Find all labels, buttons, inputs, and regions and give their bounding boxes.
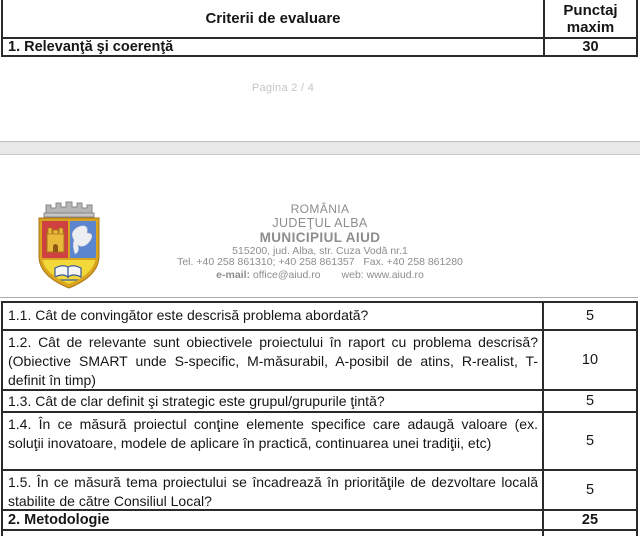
criterion-label: 1.4. În ce măsură proiectul conţine elemente specifice care adaugă valoare (ex. soluţii inovatoare, modele de aplicare în practică, continuarea unei tradiţii, etc): [3, 413, 544, 469]
criteria-header-cell: Criterii de evaluare: [3, 0, 545, 37]
table-header-row: [3, 0, 636, 39]
criterion-score: 10: [581, 352, 599, 368]
evaluation-table-main: [1, 301, 638, 536]
criterion-label: 2. Metodologie: [3, 511, 544, 529]
criterion-label: 1. Relevanţă şi coerenţă: [3, 39, 545, 55]
table-row-partial: [3, 531, 636, 536]
criterion-label: 1.1. Cât de convingător este descrisă problema abordată?: [3, 303, 544, 329]
letterhead-phone: Tel. +40 258 861310; +40 258 861357 Fax. +40 258 861280: [177, 256, 463, 268]
letterhead-contacts: [0, 269, 640, 281]
table-row: [3, 331, 636, 391]
web-label: web:: [341, 268, 364, 281]
table-row: [3, 471, 636, 511]
page-separator-bar: [0, 141, 640, 155]
criterion-score: 5: [585, 308, 595, 324]
criterion-label: 1.3. Cât de clar definit şi strategic este grupul/grupurile ţintă?: [3, 391, 544, 411]
criterion-label: 1.2. Cât de relevante sunt obiectivele proiectului în raport cu problema descrisă? (Obiective SMART unde S-specific, M-măsurabil, A-posibil de atins, R-realist, T-definit în timp): [3, 331, 544, 389]
table-row: [3, 303, 636, 331]
evaluation-table-top: [1, 0, 638, 57]
page-number: Pagina 2 / 4: [251, 82, 315, 94]
criterion-score: 25: [581, 512, 599, 528]
horizontal-rule: [0, 297, 638, 298]
criterion-score: 30: [582, 39, 599, 55]
max-score-header-cell: Punctaj maxim: [563, 1, 618, 36]
letterhead-address: 515200, jud. Alba, str. Cuza Vodă nr.1: [232, 245, 408, 257]
email-label: e-mail:: [216, 268, 250, 281]
letterhead-municipality: MUNICIPIUL AIUD: [259, 230, 381, 245]
letterhead-country: ROMÂNIA: [290, 202, 350, 216]
table-row: [3, 391, 636, 413]
email-value: office@aiud.ro: [252, 268, 321, 281]
table-row: [3, 413, 636, 471]
criterion-score: 5: [585, 482, 595, 498]
table-row: [3, 511, 636, 531]
criterion-label: 1.5. În ce măsură tema proiectului se încadrează în priorităţile de dezvoltare locală stabilite de către Consiliul Local?: [3, 471, 544, 509]
table-row: [3, 39, 636, 57]
criterion-score: 5: [585, 393, 595, 409]
letterhead-county: JUDEŢUL ALBA: [272, 216, 368, 230]
letterhead: [0, 202, 640, 281]
criterion-score: 5: [585, 433, 595, 449]
web-value: www.aiud.ro: [366, 268, 424, 281]
